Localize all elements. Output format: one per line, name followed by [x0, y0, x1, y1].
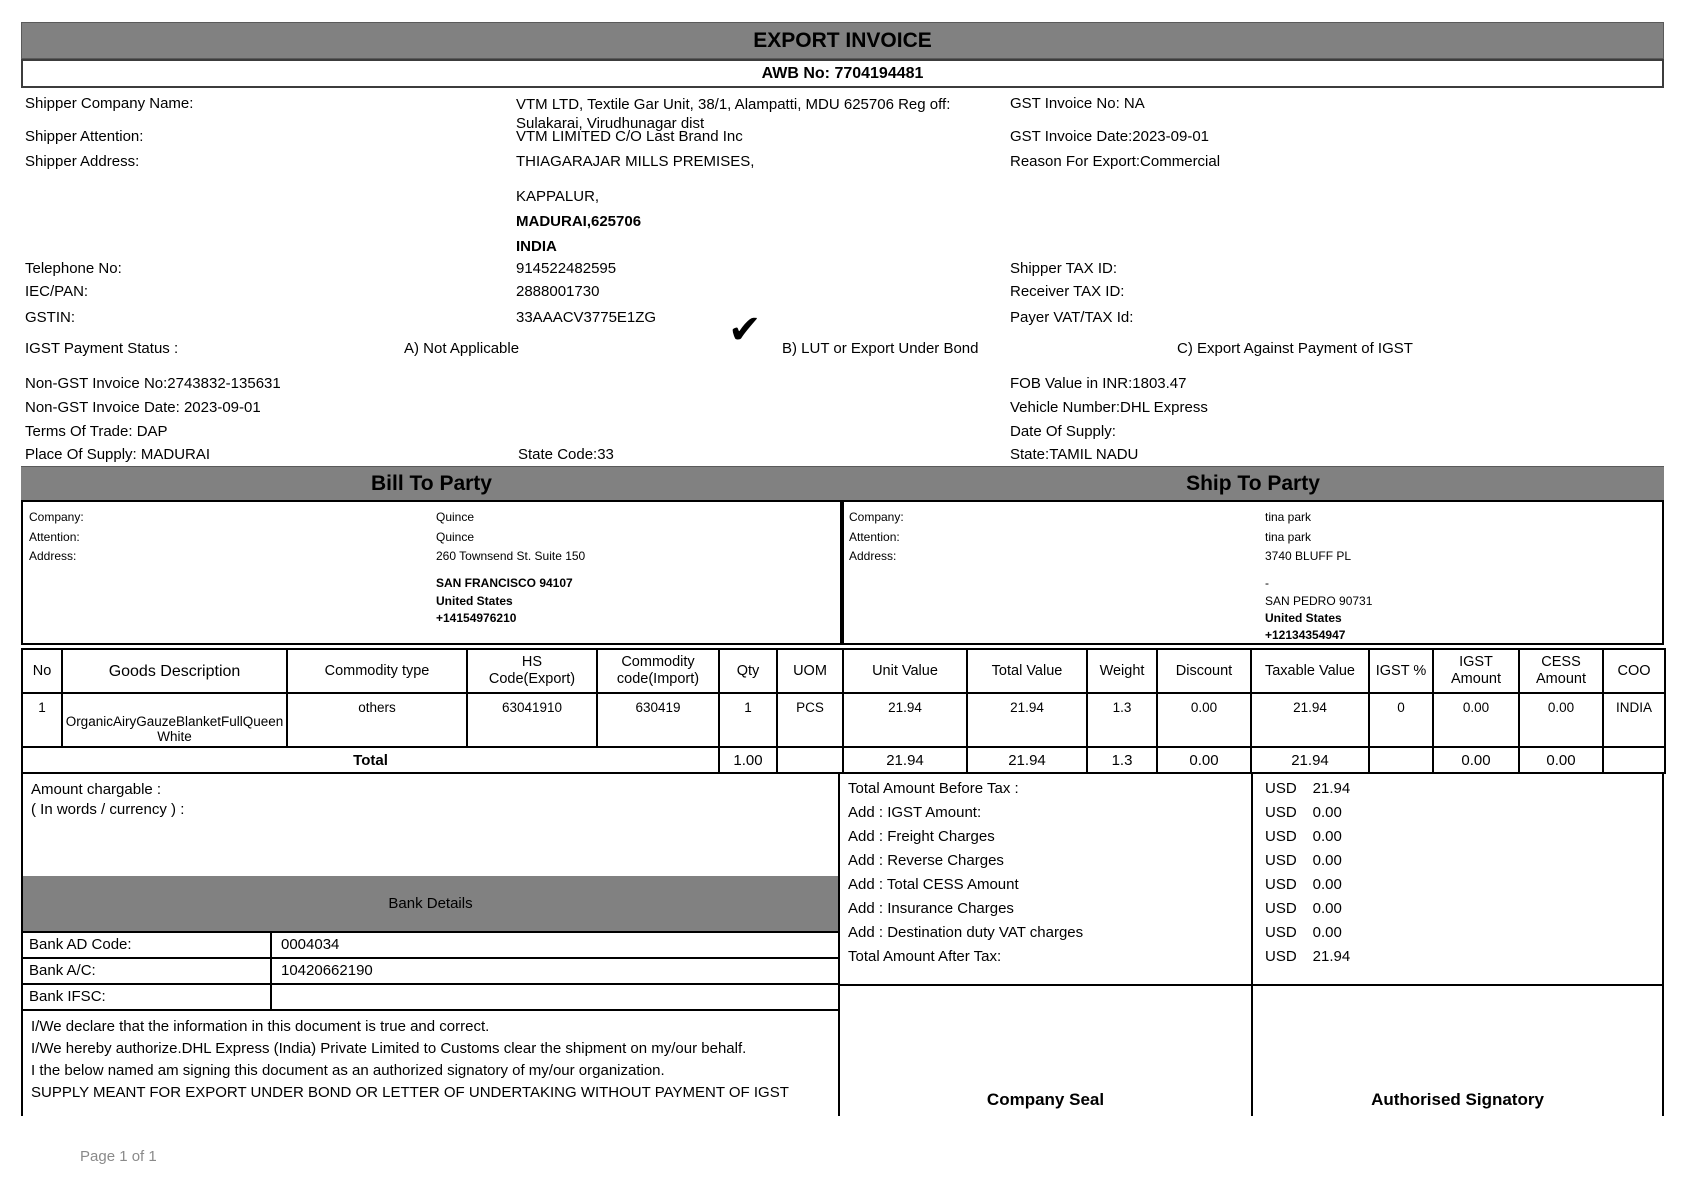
add-insurance-value: USD 0.00	[1265, 900, 1342, 917]
add-reverse-value: USD 0.00	[1265, 852, 1342, 869]
authorised-signatory-box	[1253, 986, 1662, 1116]
awb-number: AWB No: 7704194481	[761, 64, 924, 82]
bill-address-city: SAN FRANCISCO 94107	[436, 576, 573, 590]
ship-to-box	[842, 500, 1664, 645]
shipper-company-label: Shipper Company Name:	[25, 95, 194, 112]
shipper-address-line-2: KAPPALUR,	[516, 188, 600, 205]
shipper-attention-label: Shipper Attention:	[25, 128, 144, 145]
total-discount: 0.00	[1157, 747, 1251, 773]
total-weight: 1.3	[1087, 747, 1157, 773]
cell-taxable-value: 21.94	[1251, 693, 1369, 747]
bill-company-value: Quince	[436, 510, 475, 524]
bank-ac-label: Bank A/C:	[23, 959, 272, 983]
ship-address-label: Address:	[849, 549, 897, 563]
document-title-bar	[21, 22, 1664, 59]
declaration-box	[23, 1009, 838, 1116]
goods-table	[21, 648, 1666, 774]
gst-invoice-date: GST Invoice Date:2023-09-01	[1010, 128, 1210, 145]
total-uom	[777, 747, 843, 773]
bank-ad-code-row	[23, 931, 838, 957]
company-seal-box	[840, 986, 1253, 1116]
cell-goods-description: OrganicAiryGauzeBlanketFullQueenWhite	[62, 693, 287, 747]
shipper-address-line-4: INDIA	[516, 238, 557, 255]
bill-address-country: United States	[436, 594, 513, 608]
amount-labels	[840, 772, 1253, 984]
add-freight-label: Add : Freight Charges	[848, 828, 995, 845]
add-reverse-label: Add : Reverse Charges	[848, 852, 1004, 869]
col-no: No	[22, 649, 62, 693]
state-code: State Code:33	[518, 446, 614, 463]
col-hs-code: HS Code(Export)	[467, 649, 597, 693]
amounts-summary	[840, 772, 1662, 984]
terms-of-trade: Terms Of Trade: DAP	[25, 423, 168, 440]
declaration-line-1: I/We declare that the information in this document is true and correct.	[31, 1018, 490, 1035]
ship-attention-value: tina park	[1265, 530, 1312, 544]
bill-attention-label: Attention:	[29, 530, 80, 544]
bill-address-label: Address:	[29, 549, 77, 563]
total-igst-pct	[1369, 747, 1433, 773]
bank-details-title: Bank Details	[388, 895, 473, 912]
ship-address-city: SAN PEDRO 90731	[1265, 594, 1373, 608]
total-label: Total	[22, 747, 719, 773]
col-unit-value: Unit Value	[843, 649, 967, 693]
bank-ad-code-label: Bank AD Code:	[23, 933, 272, 957]
amount-values	[1253, 772, 1662, 984]
total-coo	[1603, 747, 1665, 773]
col-commodity-type: Commodity type	[287, 649, 467, 693]
col-coo: COO	[1603, 649, 1665, 693]
ship-phone: +12134354947	[1265, 628, 1346, 642]
telephone-label: Telephone No:	[25, 260, 122, 277]
cell-unit-value: 21.94	[843, 693, 967, 747]
in-words-label: ( In words / currency ) :	[31, 801, 185, 818]
igst-option-a: A) Not Applicable	[404, 340, 520, 357]
non-gst-invoice-date: Non-GST Invoice Date: 2023-09-01	[25, 399, 261, 416]
declaration-line-2: I/We hereby authorize.DHL Express (India) Private Limited to Customs clear the shipment on my/our behalf.	[31, 1040, 747, 1057]
bottom-section	[21, 772, 1664, 1116]
iec-pan-value: 2888001730	[516, 283, 600, 300]
add-igst-value: USD 0.00	[1265, 804, 1342, 821]
bottom-left-column	[21, 772, 840, 1116]
page-title: EXPORT INVOICE	[753, 28, 932, 52]
shipper-tax-id-label: Shipper TAX ID:	[1010, 260, 1117, 277]
bill-to-box	[21, 500, 842, 645]
bank-ad-code-value: 0004034	[281, 936, 340, 953]
total-after-tax-value: USD 21.94	[1265, 948, 1351, 965]
cell-commodity-code: 630419	[597, 693, 719, 747]
col-goods-description: Goods Description	[62, 649, 287, 693]
col-uom: UOM	[777, 649, 843, 693]
ship-company-value: tina park	[1265, 510, 1312, 524]
total-qty: 1.00	[719, 747, 777, 773]
goods-total-row	[22, 747, 1665, 773]
add-cess-label: Add : Total CESS Amount	[848, 876, 1019, 893]
amount-chargeable-area	[23, 772, 838, 876]
gstin-value: 33AAACV3775E1ZG	[516, 309, 657, 326]
bill-address-line-1: 260 Townsend St. Suite 150	[436, 549, 586, 563]
shipper-section	[0, 90, 1684, 338]
ship-address-country: United States	[1265, 611, 1342, 625]
authorised-signatory-label: Authorised Signatory	[1371, 1090, 1544, 1109]
total-igst-amount: 0.00	[1433, 747, 1519, 773]
checkmark-icon: ✔	[728, 308, 762, 352]
total-taxable-value: 21.94	[1251, 747, 1369, 773]
bill-to-title: Bill To Party	[371, 471, 492, 495]
cell-igst-amount: 0.00	[1433, 693, 1519, 747]
cell-weight: 1.3	[1087, 693, 1157, 747]
bank-ac-value: 10420662190	[281, 962, 373, 979]
gst-invoice-no: GST Invoice No: NA	[1010, 95, 1145, 112]
total-unit-value: 21.94	[843, 747, 967, 773]
ship-address-line-1: 3740 BLUFF PL	[1265, 549, 1352, 563]
col-igst-pct: IGST %	[1369, 649, 1433, 693]
col-commodity-code: Commodity code(Import)	[597, 649, 719, 693]
total-after-tax-label: Total Amount After Tax:	[848, 948, 1002, 965]
bill-phone: +14154976210	[436, 611, 517, 625]
cell-uom: PCS	[777, 693, 843, 747]
add-igst-label: Add : IGST Amount:	[848, 804, 982, 821]
declaration-line-3: I the below named am signing this document as an authorized signatory of my/our organization.	[31, 1062, 665, 1079]
total-total-value: 21.94	[967, 747, 1087, 773]
awb-bar	[21, 59, 1664, 88]
date-of-supply: Date Of Supply:	[1010, 423, 1116, 440]
vehicle-number: Vehicle Number:DHL Express	[1010, 399, 1208, 416]
cell-igst-pct: 0	[1369, 693, 1433, 747]
payer-vat-tax-id-label: Payer VAT/TAX Id:	[1010, 309, 1134, 326]
col-total-value: Total Value	[967, 649, 1087, 693]
bill-company-label: Company:	[29, 510, 84, 524]
cell-discount: 0.00	[1157, 693, 1251, 747]
goods-header-row	[22, 649, 1665, 693]
bill-to-party-header	[21, 466, 842, 500]
igst-payment-status-label: IGST Payment Status :	[25, 340, 179, 357]
bank-ifsc-value	[272, 985, 838, 1009]
ship-attention-label: Attention:	[849, 530, 900, 544]
iec-pan-label: IEC/PAN:	[25, 283, 89, 300]
add-destination-vat-label: Add : Destination duty VAT charges	[848, 924, 1084, 941]
cell-total-value: 21.94	[967, 693, 1087, 747]
add-insurance-label: Add : Insurance Charges	[848, 900, 1014, 917]
total-before-tax-value: USD 21.94	[1265, 780, 1351, 797]
ship-company-label: Company:	[849, 510, 904, 524]
goods-row	[22, 693, 1665, 747]
col-discount: Discount	[1157, 649, 1251, 693]
cell-no: 1	[22, 693, 62, 747]
state: State:TAMIL NADU	[1010, 446, 1139, 463]
ship-address-line-2: -	[1265, 576, 1269, 590]
ship-to-party-header	[842, 466, 1664, 500]
col-weight: Weight	[1087, 649, 1157, 693]
reason-for-export: Reason For Export:Commercial	[1010, 153, 1221, 170]
col-qty: Qty	[719, 649, 777, 693]
total-cess-amount: 0.00	[1519, 747, 1603, 773]
bank-ac-row	[23, 957, 838, 983]
igst-option-c: C) Export Against Payment of IGST	[1177, 340, 1413, 357]
signature-row	[840, 984, 1662, 1116]
receiver-tax-id-label: Receiver TAX ID:	[1010, 283, 1125, 300]
cell-commodity-type: others	[287, 693, 467, 747]
bank-details-header	[23, 876, 838, 931]
cell-qty: 1	[719, 693, 777, 747]
cell-coo: INDIA	[1603, 693, 1665, 747]
shipper-attention-value: VTM LIMITED C/O Last Brand Inc	[516, 128, 743, 145]
bottom-right-column	[840, 772, 1664, 1116]
shipper-address-line-3: MADURAI,625706	[516, 213, 642, 230]
cell-hs-code: 63041910	[467, 693, 597, 747]
shipper-company-value: VTM LTD, Textile Gar Unit, 38/1, Alampatti, MDU 625706 Reg off: Sulakarai, Virudhunagar dist	[516, 96, 951, 132]
total-before-tax-label: Total Amount Before Tax :	[848, 780, 1019, 797]
shipper-address-line-1: THIAGARAJAR MILLS PREMISES,	[516, 153, 755, 170]
telephone-value: 914522482595	[516, 260, 617, 277]
col-igst-amount: IGST Amount	[1433, 649, 1519, 693]
fob-value: FOB Value in INR:1803.47	[1010, 375, 1187, 392]
col-taxable-value: Taxable Value	[1251, 649, 1369, 693]
ship-to-title: Ship To Party	[1186, 471, 1320, 495]
non-gst-invoice-no: Non-GST Invoice No:2743832-135631	[25, 375, 281, 392]
bank-ifsc-row	[23, 983, 838, 1009]
igst-option-b: B) LUT or Export Under Bond	[782, 340, 979, 357]
cell-cess-amount: 0.00	[1519, 693, 1603, 747]
page-number: Page 1 of 1	[80, 1148, 157, 1165]
bank-ifsc-label: Bank IFSC:	[23, 985, 272, 1009]
add-cess-value: USD 0.00	[1265, 876, 1342, 893]
declaration-line-4: SUPPLY MEANT FOR EXPORT UNDER BOND OR LETTER OF UNDERTAKING WITHOUT PAYMENT OF IGST	[31, 1084, 789, 1101]
gstin-label: GSTIN:	[25, 309, 76, 326]
add-freight-value: USD 0.00	[1265, 828, 1342, 845]
amount-chargable-label: Amount chargable :	[31, 781, 162, 798]
add-destination-vat-value: USD 0.00	[1265, 924, 1342, 941]
company-seal-label: Company Seal	[986, 1090, 1105, 1109]
shipper-address-label: Shipper Address:	[25, 153, 140, 170]
place-of-supply: Place Of Supply: MADURAI	[25, 446, 211, 463]
bill-attention-value: Quince	[436, 530, 475, 544]
col-cess-amount: CESS Amount	[1519, 649, 1603, 693]
